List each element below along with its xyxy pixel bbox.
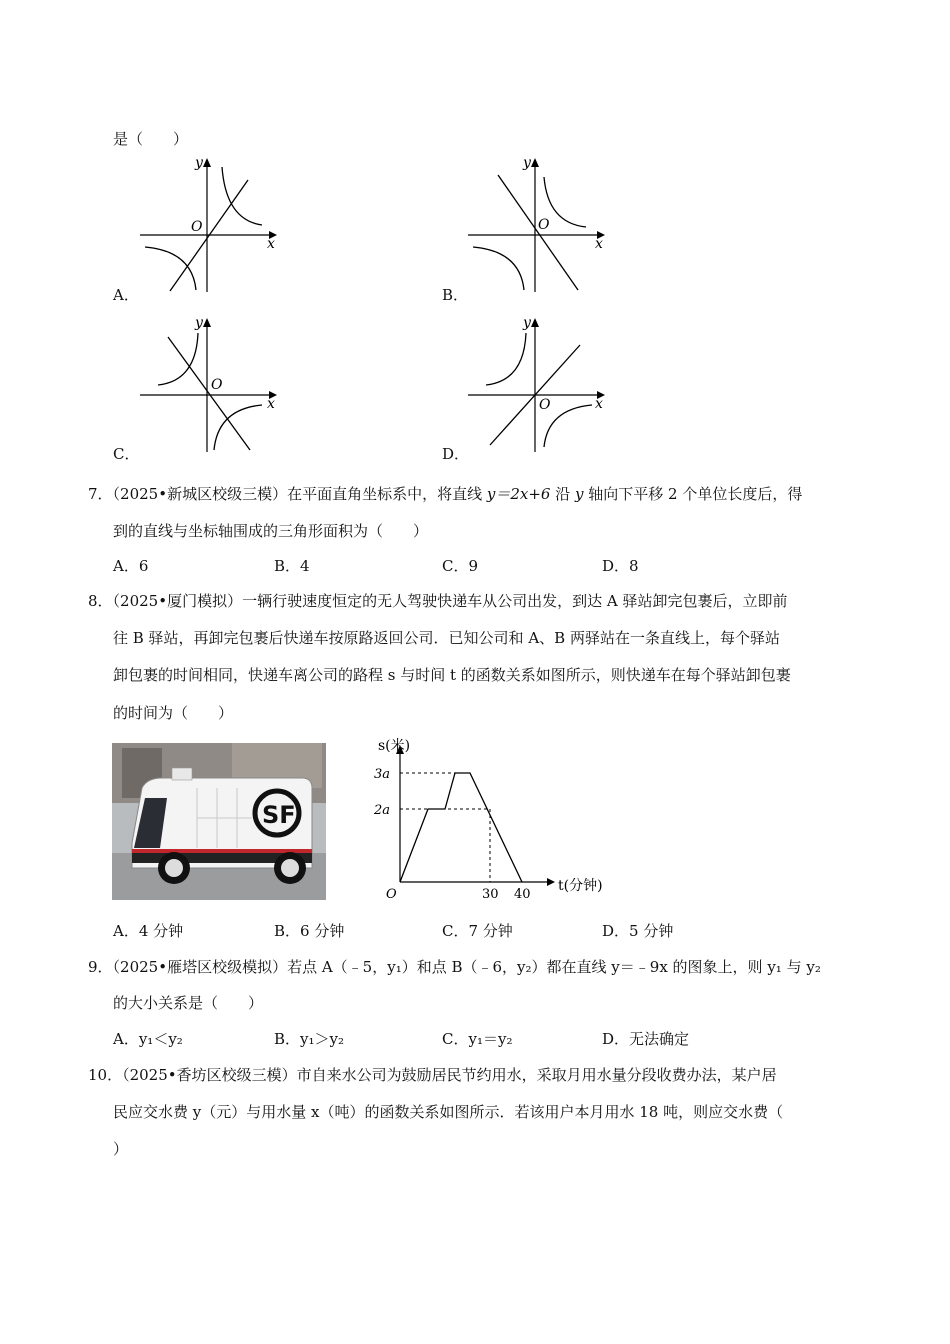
origin-label: O	[539, 397, 551, 413]
origin-label: O	[191, 219, 203, 235]
q9-number: 9．	[88, 958, 113, 976]
q7-equation: y＝2x+6	[486, 485, 551, 503]
q6-option-b[interactable]: B．	[442, 286, 469, 304]
delivery-vehicle-photo	[112, 743, 326, 900]
origin-label: O	[538, 217, 550, 233]
x-axis-label: x	[267, 236, 275, 252]
graph-x-tick-40: 40	[514, 887, 531, 902]
q8-option-c[interactable]: C．7 分钟	[442, 922, 513, 940]
y-axis-label: y	[195, 155, 203, 171]
origin-label: O	[211, 377, 223, 393]
q8-option-b[interactable]: B．6 分钟	[274, 922, 345, 940]
q10-line-3: ）	[113, 1140, 129, 1158]
q8-line-4: 的时间为（ ）	[113, 704, 234, 722]
q8-distance-time-graph	[370, 730, 630, 900]
y-axis-label: y	[523, 315, 531, 331]
q6-option-a[interactable]: A．	[113, 286, 139, 304]
q10-line-2: 民应交水费 y（元）与用水量 x（吨）的函数关系如图所示．若该用户本月用水 18 吨，则应交水费（	[113, 1103, 784, 1121]
q9-option-d[interactable]: D．无法确定	[602, 1030, 690, 1048]
q7-option-c[interactable]: C．9	[442, 557, 479, 575]
graph-origin: O	[386, 887, 397, 902]
q8-source: （2025•厦门模拟）	[112, 592, 243, 610]
q9-option-c[interactable]: C．y₁＝y₂	[442, 1030, 513, 1048]
q6-graph-a	[140, 155, 280, 295]
q8-number: 8．	[88, 592, 113, 610]
q7-number: 7．	[88, 485, 113, 503]
q8-option-a[interactable]: A．4 分钟	[113, 922, 184, 940]
q9-option-a[interactable]: A．y₁＜y₂	[113, 1030, 183, 1048]
q9-source: （2025•雁塔区校级模拟）	[112, 958, 288, 976]
q6-graph-c	[140, 315, 280, 455]
q8-text: 一辆行驶速度恒定的无人驾驶快递车从公司出发，到达 A 驿站卸完包裹后，立即前	[242, 592, 788, 610]
graph-x-tick-30: 30	[482, 887, 499, 902]
q9-line-1	[88, 956, 821, 977]
x-axis-label: x	[595, 396, 603, 412]
q7-option-a[interactable]: A．6	[113, 557, 149, 575]
q8-line-2: 往 B 驿站，再卸完包裹后快递车按原路返回公司．已知公司和 A、B 两驿站在一条直线上，每个驿站	[113, 629, 780, 647]
q6-graph-d	[468, 315, 608, 455]
q6-option-d[interactable]: D．	[442, 445, 470, 463]
q6-graph-b	[468, 155, 608, 295]
q10-number: 10．	[88, 1066, 123, 1084]
y-axis-label: y	[523, 155, 531, 171]
q8-line-1	[88, 590, 787, 611]
q6-option-c[interactable]: C．	[113, 445, 140, 463]
q10-source: （2025•香坊区校级三模）	[122, 1066, 297, 1084]
q7-axis: y	[575, 485, 584, 503]
q7-text-mid: 沿	[550, 485, 575, 503]
graph-x-title: t(分钟)	[558, 878, 603, 894]
q9-line-2: 的大小关系是（ ）	[113, 994, 264, 1012]
q8-line-3: 卸包裹的时间相同，快递车离公司的路程 s 与时间 t 的函数关系如图所示，则快递车在每个驿站卸包裹	[113, 666, 791, 684]
q7-option-d[interactable]: D．8	[602, 557, 639, 575]
sf-logo-text: SF	[262, 801, 296, 829]
q7-source: （2025•新城区校级三模）	[112, 485, 288, 503]
x-axis-label: x	[267, 396, 275, 412]
q7-option-b[interactable]: B．4	[274, 557, 310, 575]
q7-text-post: 轴向下平移 2 个单位长度后，得	[583, 485, 803, 503]
graph-y-tick-2a: 2a	[374, 803, 391, 818]
q7-text-pre: 在平面直角坐标系中，将直线	[287, 485, 487, 503]
q7-line-1	[88, 483, 802, 504]
x-axis-label: x	[595, 236, 603, 252]
q7-line-2: 到的直线与坐标轴围成的三角形面积为（ ）	[113, 522, 429, 540]
graph-y-title: s(米)	[378, 738, 411, 754]
q10-line-1	[88, 1064, 777, 1085]
q6-tail: 是（ ）	[113, 130, 189, 148]
graph-y-tick-3a: 3a	[374, 767, 391, 782]
q8-option-d[interactable]: D．5 分钟	[602, 922, 674, 940]
y-axis-label: y	[195, 315, 203, 331]
q9-text: 若点 A（﹣5，y₁）和点 B（﹣6，y₂）都在直线 y＝﹣9x 的图象上，则 y₁ 与 y₂	[287, 958, 821, 976]
q10-text: 市自来水公司为鼓励居民节约用水，采取月用水量分段收费办法，某户居	[296, 1066, 777, 1084]
q9-option-b[interactable]: B．y₁＞y₂	[274, 1030, 344, 1048]
